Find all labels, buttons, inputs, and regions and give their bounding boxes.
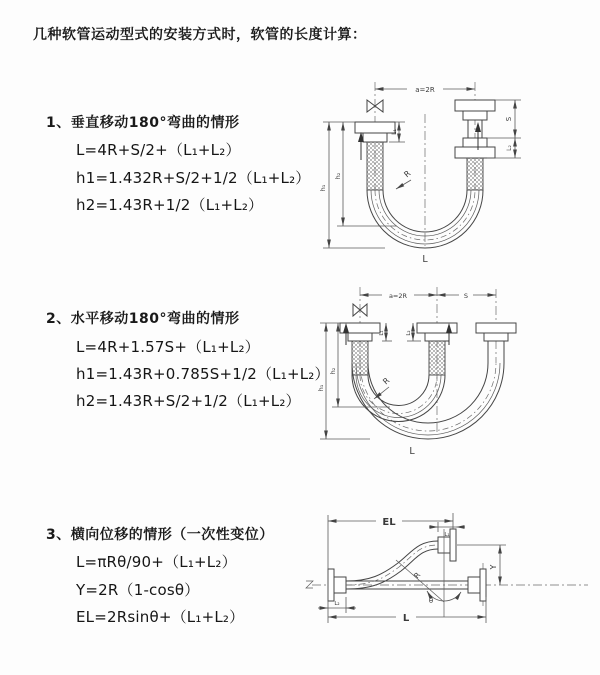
- radius-leader-line: [396, 180, 411, 189]
- right-flange-hub: [468, 577, 480, 593]
- centerline-break-mark: [306, 581, 313, 588]
- middle-hose-braid: [429, 341, 445, 375]
- dim-l2-label: L₂: [334, 601, 340, 607]
- right-top-flange-hub: [463, 111, 487, 120]
- dim-l1-label: L₁: [379, 330, 385, 336]
- radius-label: R: [411, 570, 423, 581]
- dim-l1-label: L₁: [444, 532, 450, 538]
- dim-h2-label: h₂: [334, 172, 342, 180]
- dim-el-label: EL: [382, 517, 396, 528]
- diagram-vertical-180-bend: [315, 76, 600, 266]
- displaced-u-inner-wall: [368, 363, 488, 423]
- right-hose-braid: [467, 158, 483, 190]
- length-label: L: [409, 446, 415, 457]
- upper-flange-plate: [450, 529, 456, 561]
- dim-h2-label: h₂: [329, 367, 337, 375]
- section2-formula-L: L=4R+1.57S+（L₁+L₂）: [76, 338, 260, 356]
- initial-u-outer-wall: [352, 375, 445, 422]
- dim-l2-label: L₂: [406, 330, 412, 336]
- section3-formula-L: L=πRθ/90+（L₁+L₂）: [76, 553, 237, 571]
- diagram-lateral-displacement: [300, 505, 600, 645]
- dim-l-label: L: [402, 613, 410, 624]
- right-flange-plate: [476, 323, 516, 333]
- section2-formula-h1: h1=1.43R+0.785S+1/2（L₁+L₂）: [76, 365, 330, 383]
- right-lower-flange-plate: [455, 147, 495, 158]
- length-label: L: [422, 254, 428, 265]
- dim-y-label: Y: [489, 564, 498, 570]
- displaced-u-wall-line: [356, 363, 500, 435]
- left-hose-braid: [367, 142, 383, 190]
- section1-formula-h1: h1=1.432R+S/2+1/2（L₁+L₂）: [76, 169, 311, 187]
- movement-arrowhead-right: [475, 122, 481, 132]
- section1-heading: 1、垂直移动180°弯曲的情形: [46, 115, 240, 131]
- section2-heading: 2、水平移动180°弯曲的情形: [46, 311, 240, 327]
- left-flange-plate: [328, 569, 334, 601]
- dim-s-label: S: [463, 292, 469, 300]
- s-hose-centerline: [346, 545, 438, 585]
- right-top-flange-plate: [455, 100, 495, 111]
- right-lower-flange-hub: [463, 138, 487, 147]
- left-flange-hub: [363, 133, 387, 142]
- section1-formula-L: L=4R+S/2+（L₁+L₂）: [76, 141, 241, 159]
- diagram-horizontal-180-bend: [310, 283, 600, 468]
- middle-flange-hub: [425, 333, 449, 341]
- left-flange-hub: [334, 577, 346, 593]
- s-hose-bottom-wall: [346, 549, 438, 589]
- left-hose-braid: [352, 341, 368, 375]
- page-title: 几种软管运动型式的安装方式时，软管的长度计算：: [33, 27, 367, 43]
- section3-heading: 3、横向位移的情形（一次性变位）: [46, 527, 274, 543]
- hose-centerline-arc-displaced: [360, 363, 496, 431]
- section3-formula-Y: Y=2R（1-cosθ）: [76, 581, 200, 599]
- left-flange-plate: [355, 122, 395, 133]
- dim-h1-label: h₁: [319, 184, 327, 192]
- dim-a2r-label: a=2R: [415, 86, 435, 94]
- dim-l1-label: L₁: [391, 129, 398, 135]
- radius-label: R: [402, 168, 413, 180]
- displaced-u-outer-wall: [352, 363, 504, 439]
- right-flange-plate: [480, 569, 486, 601]
- dim-l2-label: L₂: [506, 145, 513, 151]
- section2-formula-h2: h2=1.43R+S/2+1/2（L₁+L₂）: [76, 392, 301, 410]
- dim-a2r-label: a=2R: [388, 292, 408, 300]
- section1-formula-h2: h2=1.43R+1/2（L₁+L₂）: [76, 196, 264, 214]
- right-flange-hub: [484, 333, 508, 341]
- left-flange-hub: [348, 333, 372, 341]
- initial-u-inner-wall: [368, 375, 429, 406]
- theta-label: θ: [428, 597, 434, 605]
- s-hose-top-wall: [346, 541, 438, 581]
- dim-s-label: S: [505, 116, 513, 122]
- radius-label: R: [381, 375, 392, 387]
- dim-h1-label: h₁: [317, 384, 325, 392]
- section3-formula-EL: EL=2Rsinθ+（L₁+L₂）: [76, 608, 245, 626]
